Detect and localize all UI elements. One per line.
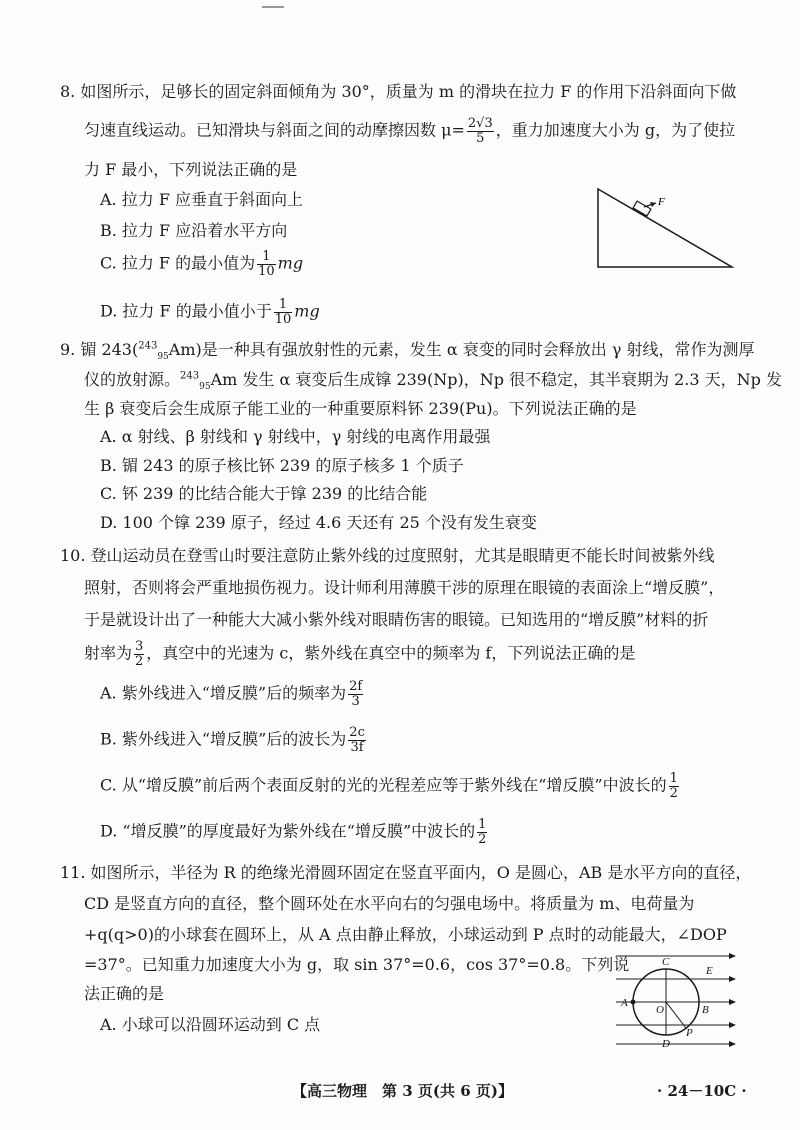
fraction-2c-3f: $\frac{2c}{3f}$ [349,725,365,755]
label-b: B [702,1004,709,1016]
q10-line4: 射率为 $\frac{3}{2}$ ，真空中的光速为 c，紫外线在真空中的频率为 f，下列说法正确的是 [84,639,636,669]
q8-line3: 力 F 最小，下列说法正确的是 [84,160,298,179]
q10-option-a: A. 紫外线进入“增反膜”后的频率为 $\frac{2f}{3}$ [100,679,363,709]
q8-line2: 匀速直线运动。已知滑块与斜面之间的动摩擦因数 μ= $\frac{2√3}{5}$ ，重力加速度大小为 g，为了使拉 [84,116,736,146]
q8-option-d: D. 拉力 F 的最小值小于 $\frac{1}{10}$ mg [100,297,320,327]
q9-line3: 生 β 衰变后会生成原子能工业的一种重要原料钚 239(Pu)。下列说法正确的是 [84,399,637,418]
exam-code: · 24－10C · [657,1082,747,1100]
q9-line1: 9. 镅 243($^{243}_{95}$Am)是一种具有强放射性的元素，发生 α 衰变的同时会释放出 γ 射线，常作为测厚 [60,340,755,363]
q11-line1: 11. 如图所示，半径为 R 的绝缘光滑圆环固定在竖直平面内，O 是圆心，AB 是水平方向的直径， [60,863,752,882]
radius-op [666,1002,686,1028]
slider-block [633,201,651,216]
q9-line2: 仪的放射源。$^{243}_{95}$Am 发生 α 衰变后生成镎 239(Np)，Np 很不稳定，其半衰期为 2.3 天，Np 发 [84,370,782,393]
q8-option-b: B. 拉力 F 应沿着水平方向 [100,221,288,240]
fraction-1-2: $\frac{1}{2}$ [478,817,487,847]
refractive-index-fraction: $\frac{3}{2}$ [135,639,144,669]
label-c: C [662,956,670,968]
q8-line1: 8. 如图所示，足够长的固定斜面倾角为 30°，质量为 m 的滑块在拉力 F 的作用下沿斜面向下做 [60,82,737,101]
q10-option-d: D. “增反膜”的厚度最好为紫外线在“增反膜”中波长的 $\frac{1}{2}$ [100,817,487,847]
q9-option-b: B. 镅 243 的原子核比钚 239 的原子核多 1 个质子 [100,456,464,475]
fraction-1-2: $\frac{1}{2}$ [669,771,678,801]
q10-option-b: B. 紫外线进入“增反膜”后的波长为 $\frac{2c}{3f}$ [100,725,365,755]
q11-line2: CD 是竖直方向的直径，整个圆环处在水平向右的匀强电场中。将质量为 m、电荷量为 [84,894,695,913]
incline-triangle [598,189,732,267]
label-e: E [706,965,713,977]
q11-line3: +q(q>0)的小球套在圆环上，从 A 点由静止释放，小球运动到 P 点时的动能最大，∠DOP [84,925,727,944]
q9-option-a: A. α 射线、β 射线和 γ 射线中，γ 射线的电离作用最强 [100,427,491,446]
q10-line3: 于是就设计出了一种能大大减小紫外线对眼睛伤害的眼镜。已知选用的“增反膜”材料的折 [84,610,709,629]
q10-line1: 10. 登山运动员在登雪山时要注意防止紫外线的过度照射，尤其是眼睛更不能长时间被紫外线 [60,546,715,565]
q9-option-c: C. 钚 239 的比结合能大于镎 239 的比结合能 [100,484,428,503]
ring-field-figure [612,950,740,1050]
mu-fraction: $\frac{2√3}{5}$ [467,116,493,146]
scan-mark [262,6,284,8]
force-label: F [658,196,665,208]
charged-ball [631,1000,636,1005]
label-p: P [686,1027,693,1039]
q9-option-d: D. 100 个镎 239 原子，经过 4.6 天还有 25 个没有发生衰变 [100,513,537,532]
incline-figure [590,183,740,273]
q8-option-a: A. 拉力 F 应垂直于斜面向上 [100,190,304,209]
fraction-2f-3: $\frac{2f}{3}$ [349,679,363,709]
q8-option-c: C. 拉力 F 的最小值为 $\frac{1}{10}$ mg [100,249,304,279]
q10-option-c: C. 从“增反膜”前后两个表面反射的光的光程差应等于紫外线在“增反膜”中波长的 $\frac{1}{2}$ [100,771,678,801]
fraction-1-10: $\frac{1}{10}$ [258,249,275,279]
q11-line4: =37°。已知重力加速度大小为 g，取 sin 37°=0.6，cos 37°=0.8。下列说 [84,955,630,974]
fraction-1-10: $\frac{1}{10}$ [274,297,292,327]
label-d: D [662,1038,670,1050]
q11-line5: 法正确的是 [84,984,165,1003]
q10-line2: 照射，否则将会严重地损伤视力。设计师利用薄膜干涉的原理在眼镜的表面涂上“增反膜”， [84,578,725,597]
label-o: O [656,1004,664,1016]
page-number: 【高三物理 第 3 页(共 6 页)】 [292,1082,513,1100]
label-a: A [621,997,628,1009]
q11-option-a: A. 小球可以沿圆环运动到 C 点 [100,1015,321,1034]
field-arrow-icon [729,953,736,1047]
